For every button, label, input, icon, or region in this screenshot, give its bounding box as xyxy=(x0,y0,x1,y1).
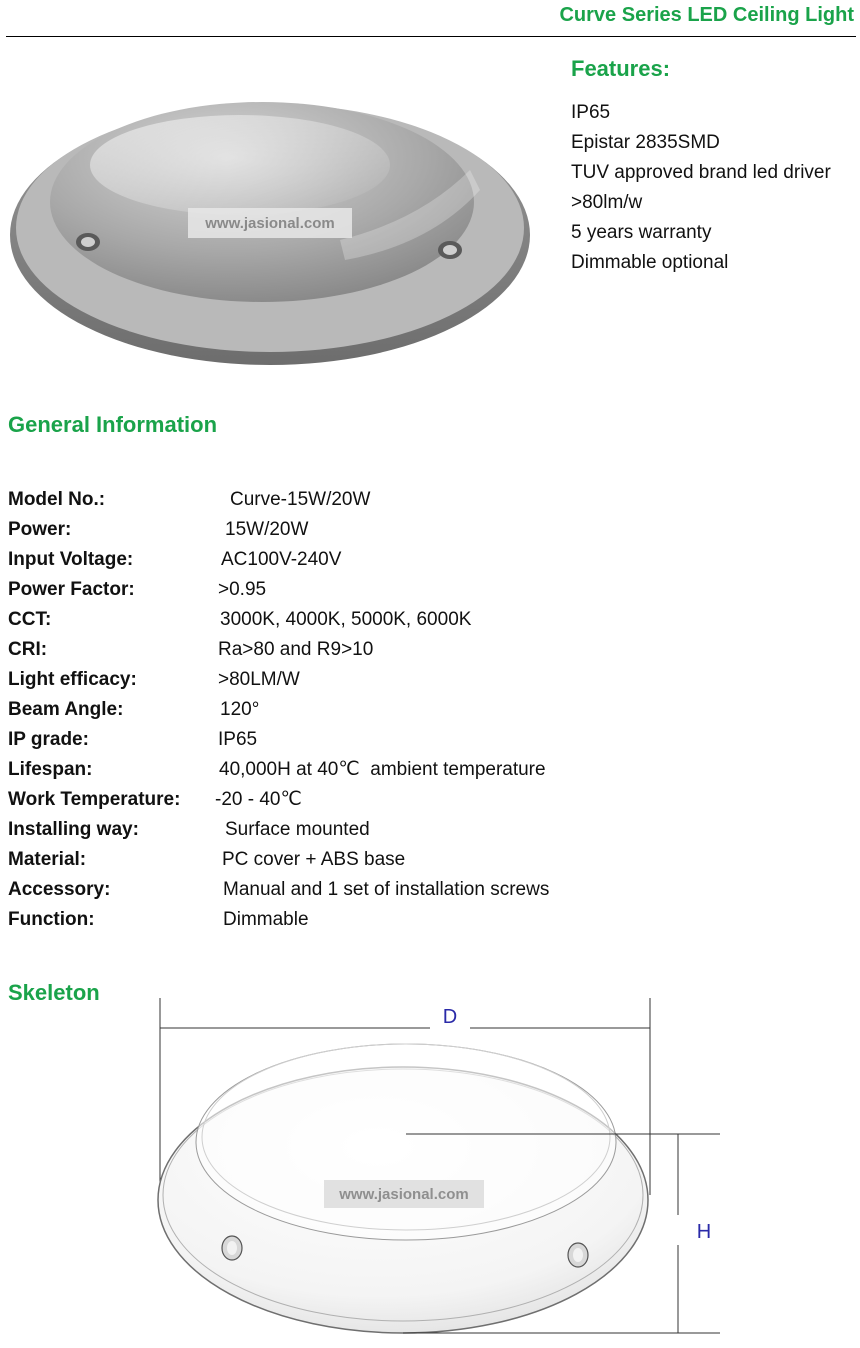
photo-watermark: www.jasional.com xyxy=(205,215,335,232)
spec-label: Power Factor: xyxy=(8,579,135,600)
spec-value: 40,000H at 40℃ ambient temperature xyxy=(219,759,546,780)
features-list xyxy=(571,98,831,278)
spec-value: Ra>80 and R9>10 xyxy=(218,639,374,660)
spec-label: Work Temperature: xyxy=(8,789,181,810)
product-photo xyxy=(0,70,540,390)
feature-item: IP65 xyxy=(571,102,611,123)
skeleton-watermark: www.jasional.com xyxy=(339,1186,469,1203)
feature-item: TUV approved brand led driver xyxy=(571,162,831,183)
skeleton-dome xyxy=(196,1044,616,1240)
spec-value: >80LM/W xyxy=(218,669,300,690)
spec-value: 15W/20W xyxy=(225,519,309,540)
spec-label: Material: xyxy=(8,849,87,870)
dimension-label-h: H xyxy=(696,1221,712,1243)
skeleton-diagram xyxy=(150,990,730,1340)
spec-label: CCT: xyxy=(8,609,52,630)
spec-label: Accessory: xyxy=(8,879,111,900)
spec-value: AC100V-240V xyxy=(221,549,342,570)
features-heading: Features: xyxy=(571,56,671,81)
spec-value: 3000K, 4000K, 5000K, 6000K xyxy=(220,609,472,630)
spec-label: Beam Angle: xyxy=(8,699,124,720)
spec-value: Curve-15W/20W xyxy=(230,489,371,510)
feature-item: Dimmable optional xyxy=(571,252,729,273)
spec-label: CRI: xyxy=(8,639,48,660)
spec-label: Installing way: xyxy=(8,819,139,840)
spec-label: Lifespan: xyxy=(8,759,93,780)
spec-value: Surface mounted xyxy=(225,819,370,840)
feature-item: 5 years warranty xyxy=(571,222,712,243)
spec-value: -20 - 40℃ xyxy=(215,789,302,810)
feature-item: Epistar 2835SMD xyxy=(571,132,720,153)
spec-label: Light efficacy: xyxy=(8,669,137,690)
spec-label: Power: xyxy=(8,519,72,540)
feature-item: >80lm/w xyxy=(571,192,643,213)
skeleton-heading: Skeleton xyxy=(8,980,100,1005)
dimension-label-d: D xyxy=(442,1006,458,1028)
header-divider xyxy=(6,36,856,37)
spec-value: Manual and 1 set of installation screws xyxy=(223,879,550,900)
general-info-heading: General Information xyxy=(8,412,218,437)
page-title: Curve Series LED Ceiling Light xyxy=(559,4,854,26)
spec-value: 120° xyxy=(220,699,260,720)
spec-value: IP65 xyxy=(218,729,258,750)
spec-label: IP grade: xyxy=(8,729,89,750)
spec-label: Model No.: xyxy=(8,489,106,510)
spec-value: Dimmable xyxy=(223,909,309,930)
spec-label: Function: xyxy=(8,909,95,930)
spec-value: PC cover + ABS base xyxy=(222,849,406,870)
spec-value: >0.95 xyxy=(218,579,267,600)
spec-label: Input Voltage: xyxy=(8,549,134,570)
